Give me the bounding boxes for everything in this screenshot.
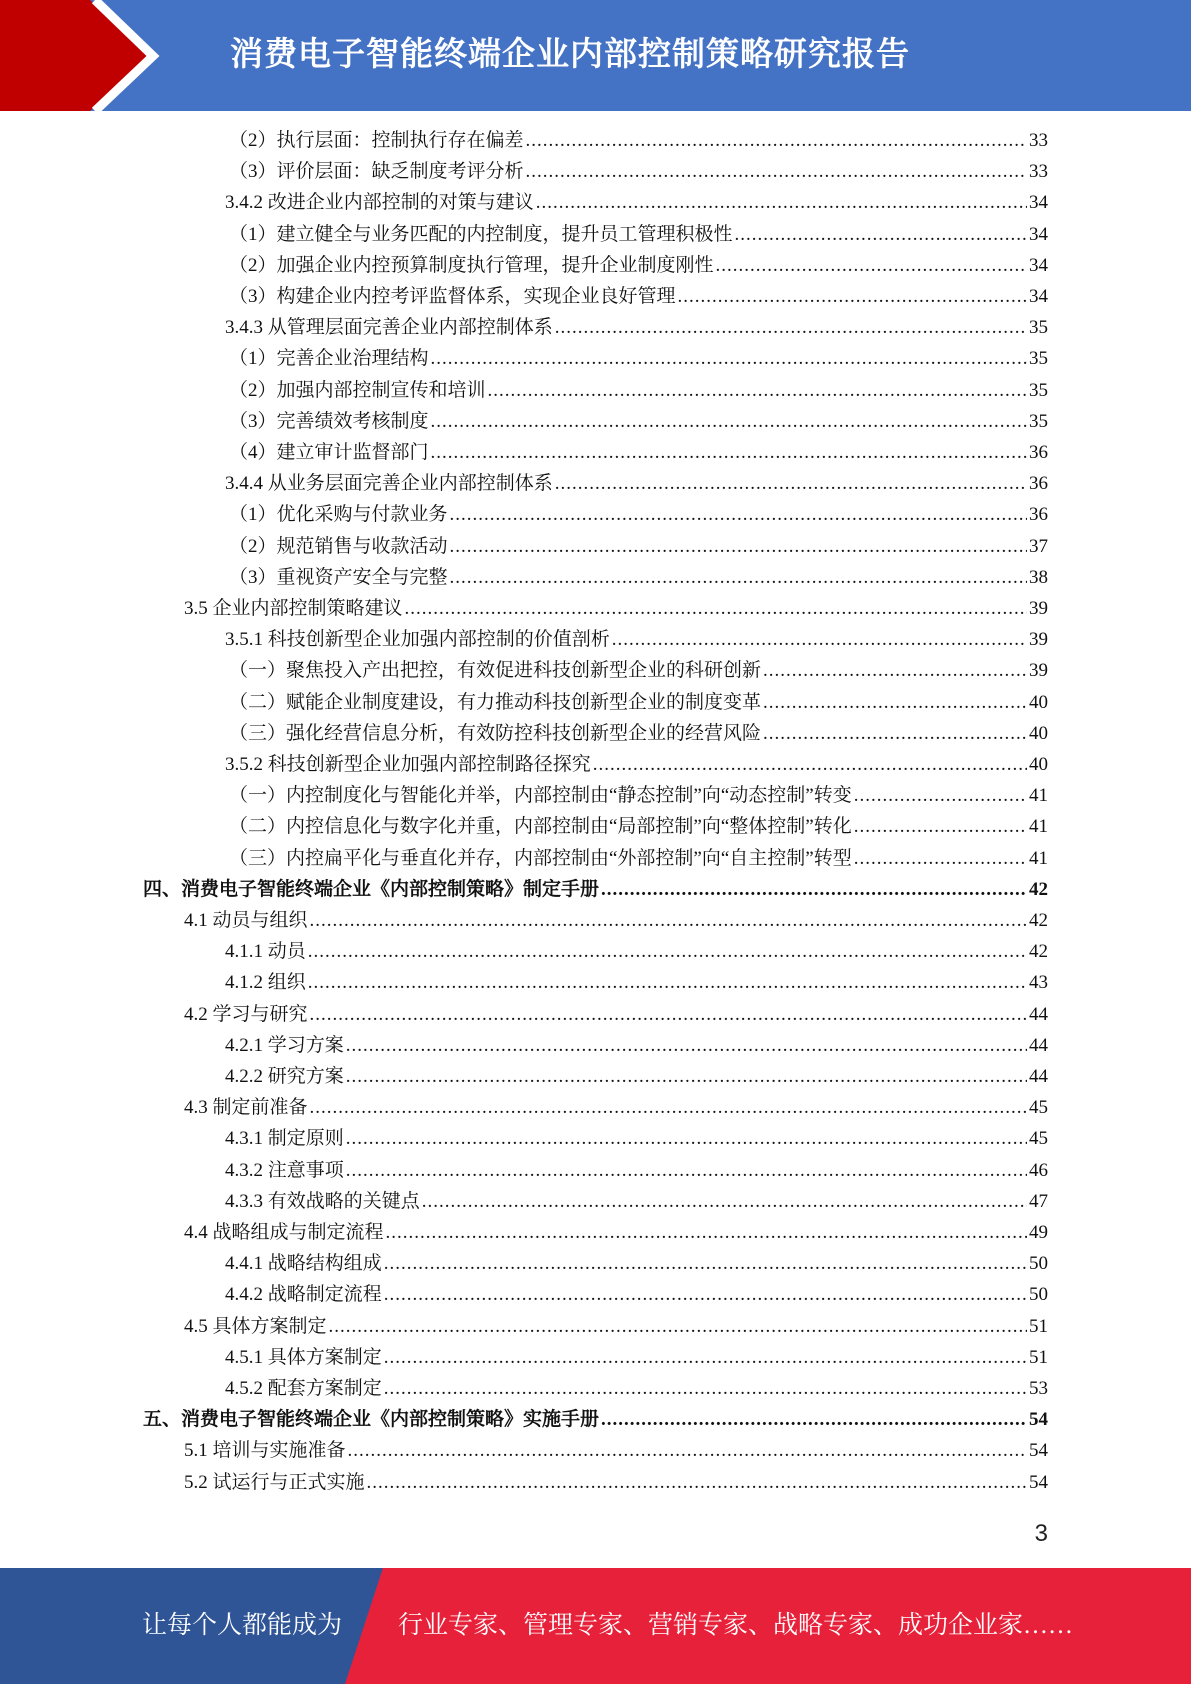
toc-entry-label: 4.5 具体方案制定 bbox=[184, 1316, 327, 1337]
toc-entry-label: 3.5.2 科技创新型企业加强内部控制路径探究 bbox=[225, 754, 591, 775]
toc-entry[interactable] bbox=[229, 406, 1048, 437]
toc-entry-label: 3.4.4 从业务层面完善企业内部控制体系 bbox=[225, 473, 553, 494]
toc-leader-dots bbox=[329, 1311, 1027, 1342]
toc-leader-dots bbox=[601, 1404, 1027, 1435]
toc-entry[interactable] bbox=[225, 1061, 1048, 1092]
toc-entry[interactable] bbox=[225, 1342, 1048, 1373]
toc-leader-dots bbox=[854, 843, 1027, 874]
toc-leader-dots bbox=[346, 1123, 1027, 1154]
toc-entry[interactable] bbox=[229, 843, 1048, 874]
toc-entry[interactable] bbox=[229, 250, 1048, 281]
toc-leader-dots bbox=[310, 999, 1027, 1030]
toc-entry-label: （三）内控扁平化与垂直化并存，内部控制由“外部控制”向“自主控制”转型 bbox=[229, 848, 852, 869]
toc-entry-label: 五、消费电子智能终端企业《内部控制策略》实施手册 bbox=[143, 1409, 600, 1430]
toc-entry-page: 34 bbox=[1029, 224, 1048, 245]
toc-entry-page: 34 bbox=[1029, 255, 1048, 276]
toc-leader-dots bbox=[431, 343, 1027, 374]
toc-entry-label: （2）规范销售与收款活动 bbox=[229, 536, 448, 557]
toc-leader-dots bbox=[593, 749, 1027, 780]
toc-entry-page: 44 bbox=[1029, 1066, 1048, 1087]
toc-entry-label: 4.3.2 注意事项 bbox=[225, 1160, 344, 1181]
toc-entry-page: 41 bbox=[1029, 816, 1048, 837]
toc-entry[interactable] bbox=[225, 1373, 1048, 1404]
toc-entry-label: 4.1 动员与组织 bbox=[184, 910, 308, 931]
toc-entry-label: 4.2.1 学习方案 bbox=[225, 1035, 344, 1056]
toc-entry-page: 40 bbox=[1029, 692, 1048, 713]
toc-entry-page: 33 bbox=[1029, 130, 1048, 151]
toc-leader-dots bbox=[384, 1279, 1027, 1310]
toc-entry[interactable] bbox=[184, 1467, 1048, 1498]
toc-entry-label: （1）优化采购与付款业务 bbox=[229, 504, 448, 525]
toc-entry-page: 54 bbox=[1029, 1409, 1048, 1430]
toc-entry[interactable] bbox=[229, 687, 1048, 718]
toc-entry[interactable] bbox=[229, 780, 1048, 811]
toc-entry-page: 51 bbox=[1029, 1347, 1048, 1368]
toc-leader-dots bbox=[555, 468, 1027, 499]
toc-entry[interactable] bbox=[229, 156, 1048, 187]
toc-leader-dots bbox=[367, 1467, 1027, 1498]
toc-entry[interactable] bbox=[143, 874, 1048, 905]
toc-entry[interactable] bbox=[229, 437, 1048, 468]
toc-entry-label: 4.3.1 制定原则 bbox=[225, 1128, 344, 1149]
toc-leader-dots bbox=[384, 1373, 1027, 1404]
toc-leader-dots bbox=[310, 1092, 1027, 1123]
toc-entry-page: 54 bbox=[1029, 1440, 1048, 1461]
toc-entry[interactable] bbox=[229, 499, 1048, 530]
toc-entry-label: 4.5.1 具体方案制定 bbox=[225, 1347, 382, 1368]
toc-entry-label: 3.5 企业内部控制策略建议 bbox=[184, 598, 403, 619]
toc-entry-label: 4.4 战略组成与制定流程 bbox=[184, 1222, 384, 1243]
footer-slogan-right: 行业专家、管理专家、营销专家、战略专家、成功企业家…… bbox=[398, 1612, 1074, 1639]
toc-entry[interactable] bbox=[184, 593, 1048, 624]
toc-entry-label: 4.5.2 配套方案制定 bbox=[225, 1378, 382, 1399]
toc-entry-label: （1）完善企业治理结构 bbox=[229, 348, 429, 369]
toc-entry[interactable] bbox=[229, 655, 1048, 686]
toc-entry-page: 51 bbox=[1029, 1316, 1048, 1337]
toc-entry[interactable] bbox=[225, 1248, 1048, 1279]
toc-entry-label: 4.2 学习与研究 bbox=[184, 1004, 308, 1025]
toc-leader-dots bbox=[348, 1435, 1027, 1466]
toc-entry[interactable] bbox=[229, 562, 1048, 593]
toc-leader-dots bbox=[386, 1217, 1027, 1248]
toc-entry-page: 42 bbox=[1029, 941, 1048, 962]
toc-entry-label: （4）建立审计监督部门 bbox=[229, 442, 429, 463]
toc-entry[interactable] bbox=[229, 343, 1048, 374]
toc-entry-label: 5.2 试运行与正式实施 bbox=[184, 1472, 365, 1493]
toc-entry[interactable] bbox=[229, 718, 1048, 749]
toc-entry-label: 4.4.1 战略结构组成 bbox=[225, 1253, 382, 1274]
toc-entry-page: 35 bbox=[1029, 317, 1048, 338]
toc-entry-page: 39 bbox=[1029, 660, 1048, 681]
toc-entry[interactable] bbox=[229, 125, 1048, 156]
toc-entry[interactable] bbox=[229, 375, 1048, 406]
toc-entry-page: 40 bbox=[1029, 723, 1048, 744]
toc-entry-label: 四、消费电子智能终端企业《内部控制策略》制定手册 bbox=[143, 879, 600, 900]
footer-slogan-left: 让每个人都能成为 bbox=[142, 1612, 343, 1639]
toc-entry-label: （3）完善绩效考核制度 bbox=[229, 411, 429, 432]
toc-entry-page: 34 bbox=[1029, 192, 1048, 213]
toc-entry-label: 5.1 培训与实施准备 bbox=[184, 1440, 346, 1461]
toc-entry-label: 4.3.3 有效战略的关键点 bbox=[225, 1191, 420, 1212]
toc-leader-dots bbox=[346, 1061, 1027, 1092]
toc-entry-page: 44 bbox=[1029, 1035, 1048, 1056]
toc-leader-dots bbox=[526, 156, 1027, 187]
toc-entry[interactable] bbox=[225, 312, 1048, 343]
toc-entry-page: 47 bbox=[1029, 1191, 1048, 1212]
toc-entry[interactable] bbox=[229, 811, 1048, 842]
toc-entry-label: （2）加强内部控制宣传和培训 bbox=[229, 380, 486, 401]
toc-leader-dots bbox=[384, 1342, 1027, 1373]
toc-leader-dots bbox=[763, 718, 1027, 749]
toc-entry-page: 36 bbox=[1029, 504, 1048, 525]
toc-leader-dots bbox=[716, 250, 1027, 281]
toc-leader-dots bbox=[612, 624, 1027, 655]
toc-entry-label: （一）聚焦投入产出把控，有效促进科技创新型企业的科研创新 bbox=[229, 660, 762, 681]
toc-entry-label: （3）重视资产安全与完整 bbox=[229, 567, 448, 588]
toc-entry[interactable] bbox=[184, 1092, 1048, 1123]
toc-entry-label: 4.1.2 组织 bbox=[225, 972, 306, 993]
toc-entry[interactable] bbox=[184, 1311, 1048, 1342]
toc-entry-label: （3）评价层面：缺乏制度考评分析 bbox=[229, 161, 524, 182]
toc-leader-dots bbox=[854, 780, 1027, 811]
toc-entry[interactable] bbox=[225, 936, 1048, 967]
page-number: 3 bbox=[1034, 1520, 1048, 1547]
toc-entry-label: （二）内控信息化与数字化并重，内部控制由“局部控制”向“整体控制”转化 bbox=[229, 816, 852, 837]
toc-entry-label: 4.2.2 研究方案 bbox=[225, 1066, 344, 1087]
toc-leader-dots bbox=[346, 1030, 1027, 1061]
toc-leader-dots bbox=[601, 874, 1027, 905]
toc-entry-label: （3）构建企业内控考评监督体系，实现企业良好管理 bbox=[229, 286, 676, 307]
toc-entry[interactable] bbox=[225, 187, 1048, 218]
toc-entry-page: 36 bbox=[1029, 442, 1048, 463]
toc-leader-dots bbox=[308, 936, 1027, 967]
toc-leader-dots bbox=[763, 655, 1027, 686]
toc-leader-dots bbox=[310, 905, 1027, 936]
header-title: 消费电子智能终端企业内部控制策略研究报告 bbox=[230, 34, 910, 73]
toc-entry-page: 41 bbox=[1029, 785, 1048, 806]
toc-leader-dots bbox=[450, 562, 1027, 593]
toc-leader-dots bbox=[536, 187, 1027, 218]
toc-entry-page: 54 bbox=[1029, 1472, 1048, 1493]
toc-entry[interactable] bbox=[184, 999, 1048, 1030]
toc-entry[interactable] bbox=[225, 1123, 1048, 1154]
toc-entry-page: 44 bbox=[1029, 1004, 1048, 1025]
toc-entry-page: 41 bbox=[1029, 848, 1048, 869]
toc-entry-page: 33 bbox=[1029, 161, 1048, 182]
toc-entry[interactable] bbox=[225, 1155, 1048, 1186]
toc-entry[interactable] bbox=[229, 219, 1048, 250]
toc-entry-label: 4.3 制定前准备 bbox=[184, 1097, 308, 1118]
toc-entry-page: 49 bbox=[1029, 1222, 1048, 1243]
toc-entry-label: 4.1.1 动员 bbox=[225, 941, 306, 962]
toc-entry-page: 50 bbox=[1029, 1284, 1048, 1305]
toc-entry-label: （2）执行层面：控制执行存在偏差 bbox=[229, 130, 524, 151]
toc-entry-label: 4.4.2 战略制定流程 bbox=[225, 1284, 382, 1305]
toc-entry-page: 53 bbox=[1029, 1378, 1048, 1399]
toc-entry-page: 38 bbox=[1029, 567, 1048, 588]
toc-leader-dots bbox=[384, 1248, 1027, 1279]
toc-entry[interactable] bbox=[229, 531, 1048, 562]
toc-leader-dots bbox=[555, 312, 1027, 343]
toc-leader-dots bbox=[422, 1186, 1027, 1217]
toc-entry-page: 34 bbox=[1029, 286, 1048, 307]
toc-entry-label: （1）建立健全与业务匹配的内控制度，提升员工管理积极性 bbox=[229, 224, 733, 245]
toc-entry[interactable] bbox=[184, 1435, 1048, 1466]
page-header bbox=[0, 0, 1191, 111]
toc-leader-dots bbox=[735, 219, 1027, 250]
toc-leader-dots bbox=[346, 1155, 1027, 1186]
toc-entry-page: 46 bbox=[1029, 1160, 1048, 1181]
toc-entry[interactable] bbox=[143, 1404, 1048, 1435]
toc-leader-dots bbox=[431, 406, 1027, 437]
toc-entry[interactable] bbox=[225, 468, 1048, 499]
toc-entry[interactable] bbox=[225, 967, 1048, 998]
toc-entry-label: 3.4.2 改进企业内部控制的对策与建议 bbox=[225, 192, 534, 213]
toc-entry-page: 50 bbox=[1029, 1253, 1048, 1274]
toc-leader-dots bbox=[763, 687, 1027, 718]
toc-entry-page: 42 bbox=[1029, 910, 1048, 931]
toc-entry-page: 36 bbox=[1029, 473, 1048, 494]
toc-entry-page: 35 bbox=[1029, 411, 1048, 432]
toc-entry-label: （三）强化经营信息分析，有效防控科技创新型企业的经营风险 bbox=[229, 723, 762, 744]
toc-leader-dots bbox=[488, 375, 1027, 406]
toc-entry[interactable] bbox=[225, 1186, 1048, 1217]
toc-entry[interactable] bbox=[225, 749, 1048, 780]
toc-entry-page: 43 bbox=[1029, 972, 1048, 993]
toc-entry-label: （2）加强企业内控预算制度执行管理，提升企业制度刚性 bbox=[229, 255, 714, 276]
toc-entry[interactable] bbox=[184, 905, 1048, 936]
toc-entry-label: 3.4.3 从管理层面完善企业内部控制体系 bbox=[225, 317, 553, 338]
toc-leader-dots bbox=[431, 437, 1027, 468]
toc-leader-dots bbox=[450, 499, 1027, 530]
toc-entry[interactable] bbox=[225, 1279, 1048, 1310]
toc-leader-dots bbox=[854, 811, 1027, 842]
toc-entry-page: 35 bbox=[1029, 380, 1048, 401]
toc-leader-dots bbox=[678, 281, 1027, 312]
toc-leader-dots bbox=[526, 125, 1027, 156]
toc-entry-label: （二）赋能企业制度建设，有力推动科技创新型企业的制度变革 bbox=[229, 692, 762, 713]
toc-entry-page: 45 bbox=[1029, 1128, 1048, 1149]
toc-entry[interactable] bbox=[225, 624, 1048, 655]
toc-entry-label: （一）内控制度化与智能化并举，内部控制由“静态控制”向“动态控制”转变 bbox=[229, 785, 852, 806]
toc-entry[interactable] bbox=[229, 281, 1048, 312]
toc-leader-dots bbox=[308, 967, 1027, 998]
toc-entry-page: 39 bbox=[1029, 598, 1048, 619]
toc-entry-page: 40 bbox=[1029, 754, 1048, 775]
toc-leader-dots bbox=[450, 531, 1027, 562]
toc-entry-page: 39 bbox=[1029, 629, 1048, 650]
toc-entry[interactable] bbox=[184, 1217, 1048, 1248]
toc-entry-page: 45 bbox=[1029, 1097, 1048, 1118]
toc-entry[interactable] bbox=[225, 1030, 1048, 1061]
page-footer bbox=[0, 1568, 1191, 1684]
toc-entry-page: 37 bbox=[1029, 536, 1048, 557]
toc-leader-dots bbox=[405, 593, 1027, 624]
toc-entry-page: 42 bbox=[1029, 879, 1048, 900]
toc-entry-label: 3.5.1 科技创新型企业加强内部控制的价值剖析 bbox=[225, 629, 610, 650]
toc-entry-page: 35 bbox=[1029, 348, 1048, 369]
